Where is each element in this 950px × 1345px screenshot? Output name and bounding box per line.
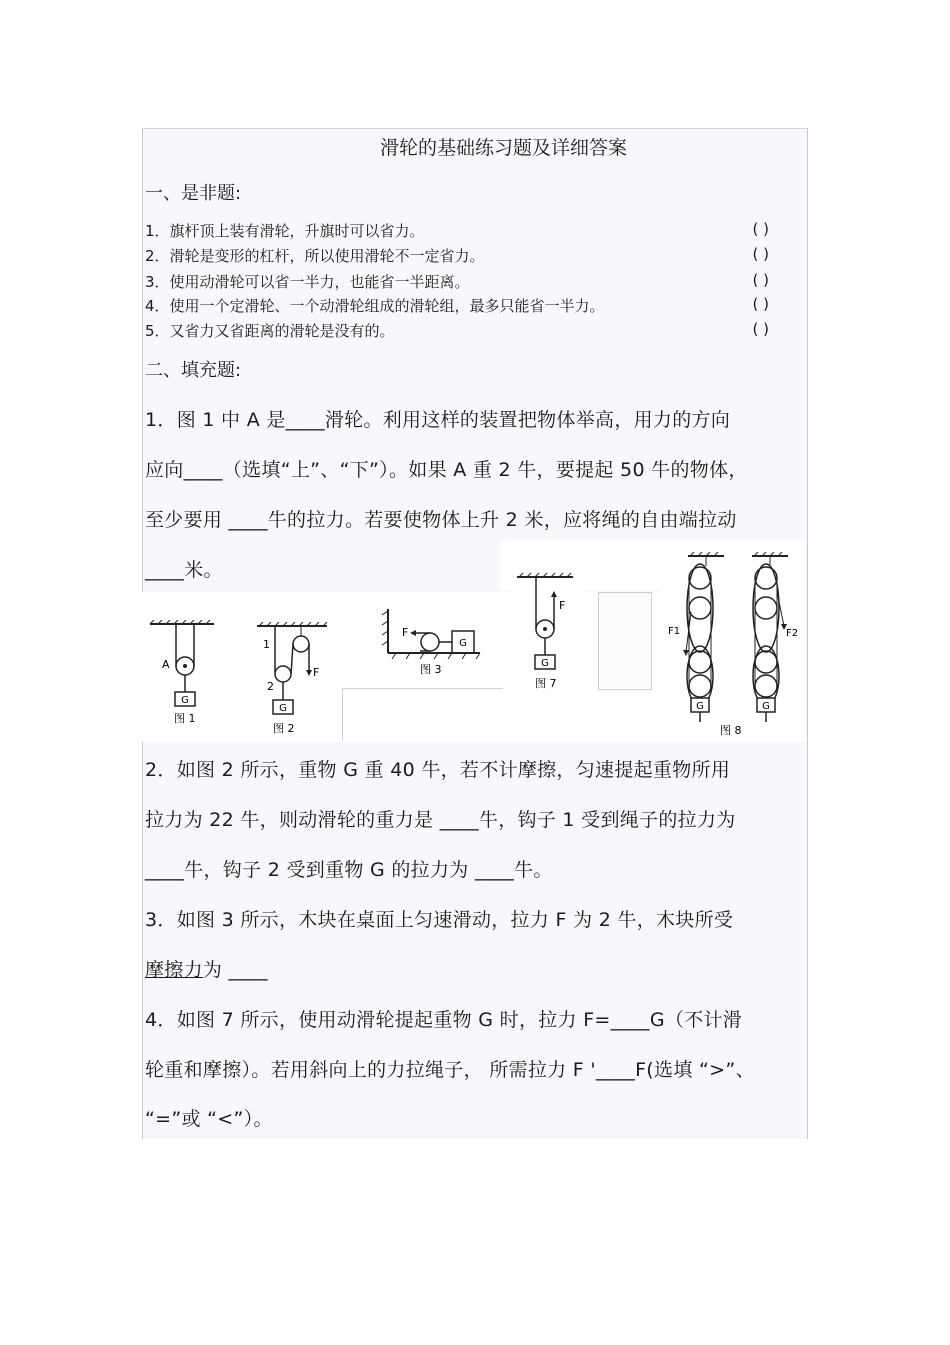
figure-2-drawing: [255, 622, 329, 740]
q2-line-3: ____牛，钩子 2 受到重物 G 的拉力为 ____牛。: [145, 859, 553, 881]
fig1-pulley-label: A: [162, 658, 170, 671]
figure-3-drawing: [380, 605, 504, 680]
answer-paren-5[interactable]: ( ): [752, 320, 769, 338]
section-heading-true-false: 一、是非题:: [145, 183, 242, 204]
q3-line-2: [145, 955, 268, 982]
q4-line-3: “=”或 “<”）。: [145, 1108, 273, 1130]
fig2-hook-1-label: 1: [263, 638, 270, 651]
q1-line-4: ____米。: [145, 559, 223, 581]
fig7-weight-label: G: [541, 658, 549, 669]
figure-8: [660, 552, 806, 740]
q4-line-1: 4．如图 7 所示，使用动滑轮提起重物 G 时，拉力 F=____G（不计滑: [145, 1009, 743, 1031]
figure-1-drawing: [148, 620, 216, 730]
blank-figure-frame: [598, 592, 652, 690]
q1-line-1: 1．图 1 中 A 是____滑轮。利用这样的装置把物体举高，用力的方向: [145, 409, 731, 431]
tf-item-1: 1．旗杆顶上装有滑轮，升旗时可以省力。: [145, 222, 425, 240]
q2-line-2: 拉力为 22 牛，则动滑轮的重力是 ____牛，钩子 1 受到绳子的拉力为: [145, 809, 736, 831]
fig8-caption: 图 8: [720, 724, 742, 737]
fig1-caption: 图 1: [174, 712, 196, 725]
section-heading-fill-in: 二、填充题:: [145, 360, 242, 381]
fig2-force-label: F: [313, 666, 320, 679]
answer-paren-1[interactable]: ( ): [752, 220, 769, 238]
q3-line-1: 3．如图 3 所示，木块在桌面上匀速滑动，拉力 F 为 2 牛，木块所受: [145, 909, 734, 931]
fig8-force-1-label: F1: [668, 626, 681, 637]
figure-3: [380, 605, 504, 680]
answer-paren-3[interactable]: ( ): [752, 271, 769, 289]
figure-7: [513, 563, 585, 695]
fig3-force-label: F: [402, 626, 409, 639]
tf-item-2: 2．滑轮是变形的杠杆，所以使用滑轮不一定省力。: [145, 247, 485, 265]
tf-item-5: 5．又省力又省距离的滑轮是没有的。: [145, 322, 395, 340]
q2-line-1: 2．如图 2 所示，重物 G 重 40 牛，若不计摩擦，匀速提起重物所用: [145, 759, 731, 781]
tf-item-4: 4．使用一个定滑轮、一个动滑轮组成的滑轮组，最多只能省一半力。: [145, 297, 605, 315]
figure-7-drawing: [513, 563, 585, 695]
answer-paren-4[interactable]: ( ): [752, 295, 769, 313]
figure-2: [255, 622, 329, 740]
page-title: 滑轮的基础练习题及详细答案: [380, 137, 628, 159]
fig1-weight-label: G: [181, 695, 189, 706]
answer-paren-2[interactable]: ( ): [752, 245, 769, 263]
q4-line-2: 轮重和摩擦）。若用斜向上的力拉绳子， 所需拉力 F '____F(选填 “>”、: [145, 1059, 755, 1081]
fig7-force-label: F: [559, 599, 566, 612]
fig3-caption: 图 3: [420, 663, 442, 676]
tf-item-3: 3．使用动滑轮可以省一半力，也能省一半距离。: [145, 273, 470, 291]
q1-line-2: 应向____（选填“上”、“下”）。如果 A 重 2 牛，要提起 50 牛的物体，: [145, 459, 748, 481]
figure-8-drawing: [660, 552, 806, 740]
fig8-right-weight-label: G: [762, 701, 770, 712]
fig2-hook-2-label: 2: [267, 680, 274, 693]
fig8-left-weight-label: G: [696, 701, 704, 712]
fig7-caption: 图 7: [535, 677, 557, 690]
fig8-force-2-label: F2: [786, 628, 799, 639]
fig3-block-label: G: [459, 638, 467, 649]
figure-1: [148, 620, 216, 730]
fig2-caption: 图 2: [273, 722, 295, 735]
figure-gap-frame: [342, 688, 503, 741]
q3-blank: 为 ____: [202, 959, 268, 981]
q1-line-3: 至少要用 ____牛的拉力。若要使物体上升 2 米，应将绳的自由端拉动: [145, 509, 737, 531]
fig2-weight-label: G: [279, 703, 287, 714]
friction-term: 摩擦力: [145, 959, 203, 981]
